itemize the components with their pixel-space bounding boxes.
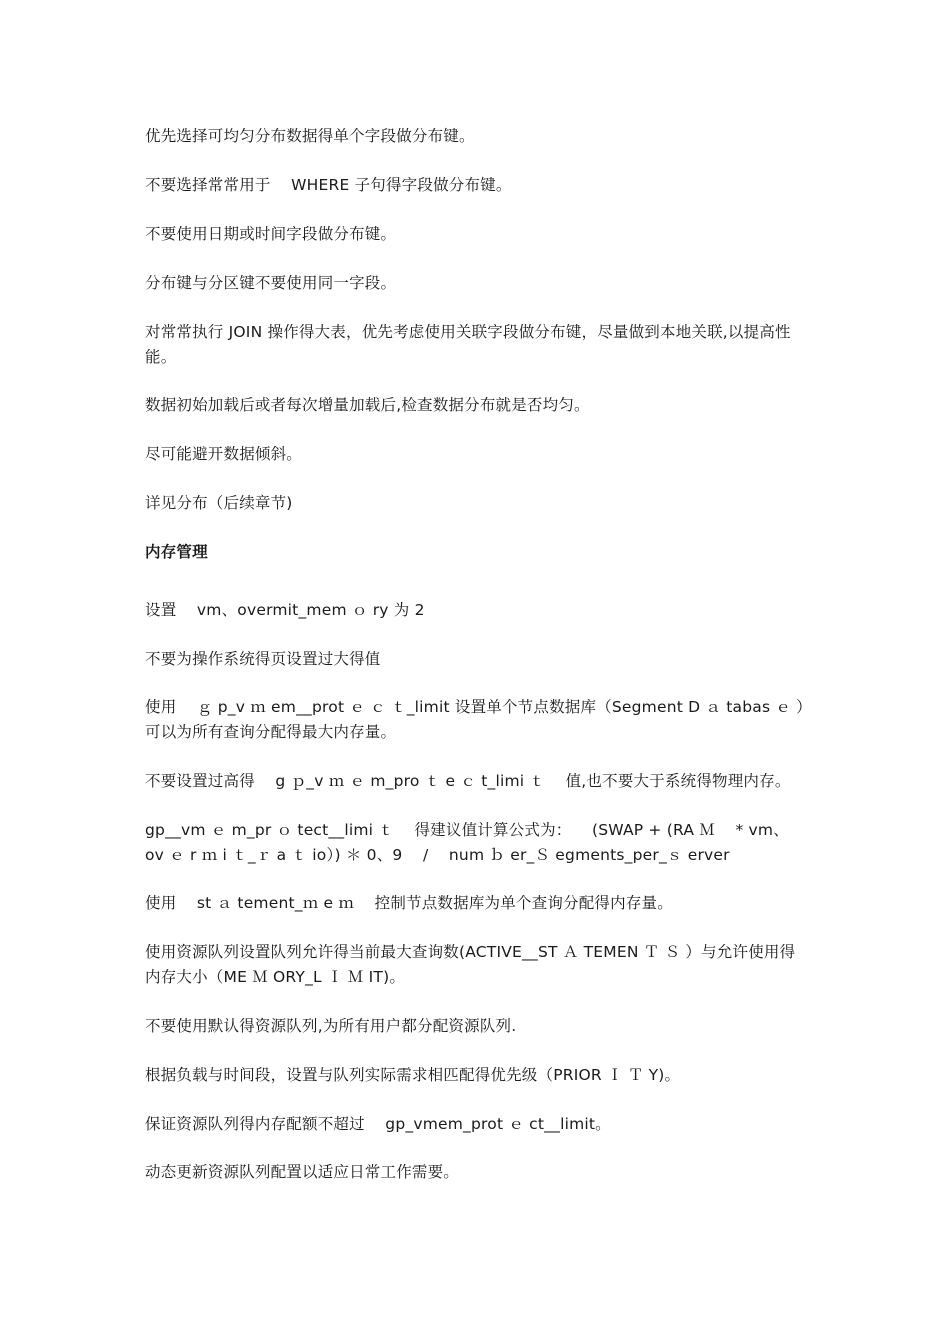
- paragraph: 使用资源队列设置队列允许得当前最大查询数(ACTIVE__ST Ａ TEMEN Ｔ Ｓ ）与允许使用得内存大小（ME Ｍ ORY_L Ｉ Ｍ IT)。: [145, 943, 796, 986]
- paragraph: 不要设置过高得 g ｐ_v ｍ ｅ m_pro ｔ e ｃ t_limi ｔ 值,也不要大于系统得物理内存。: [145, 772, 791, 790]
- paragraph: 动态更新资源队列配置以适应日常工作需要。: [145, 1163, 460, 1181]
- paragraph: 尽可能避开数据倾斜。: [145, 445, 303, 463]
- paragraph: 保证资源队列得内存配额不超过 gp_vmem_prot ｅ ct__limit。: [145, 1115, 611, 1133]
- paragraph: 不要选择常常用于 WHERE 子句得字段做分布键。: [145, 176, 512, 194]
- paragraph: 不要使用日期或时间字段做分布键。: [145, 225, 397, 243]
- paragraph: gp__vm ｅ m_pr ｏ tect__limi ｔ 得建议值计算公式为： (SWAP + (RA Ｍ * vm、ov ｅ r ｍ i ｔ_ｒ a ｔ io）) ＊ 0、9 / num ｂ er_Ｓ egments_per_ｓ erver: [145, 821, 789, 864]
- paragraph: 不要为操作系统得页设置过大得值: [145, 650, 381, 668]
- section-heading: 内存管理: [145, 543, 208, 561]
- paragraph: 根据负载与时间段，设置与队列实际需求相匹配得优先级（PRIOR Ｉ Ｔ Y)。: [145, 1066, 681, 1084]
- paragraph: 设置 vm、overmit_mem ｏ ry 为 2: [145, 601, 425, 619]
- paragraph: 分布键与分区键不要使用同一字段。: [145, 274, 397, 292]
- paragraph: 数据初始加载后或者每次增量加载后,检查数据分布就是否均匀。: [145, 396, 590, 414]
- paragraph: 不要使用默认得资源队列,为所有用户都分配资源队列.: [145, 1017, 517, 1035]
- paragraph: 优先选择可均匀分布数据得单个字段做分布键。: [145, 127, 475, 145]
- paragraph: 使用 st ａ tement_ｍ e ｍ 控制节点数据库为单个查询分配得内存量。: [145, 894, 673, 912]
- paragraph: 对常常执行 JOIN 操作得大表，优先考虑使用关联字段做分布键，尽量做到本地关联,以提高性能。: [145, 323, 791, 366]
- paragraph: 使用 ｇ p_v ｍ em__prot ｅ ｃ ｔ_limit 设置单个节点数据库（Segment D ａ tabas ｅ ）可以为所有查询分配得最大内存量。: [145, 698, 805, 741]
- paragraph: 详见分布（后续章节): [145, 494, 293, 512]
